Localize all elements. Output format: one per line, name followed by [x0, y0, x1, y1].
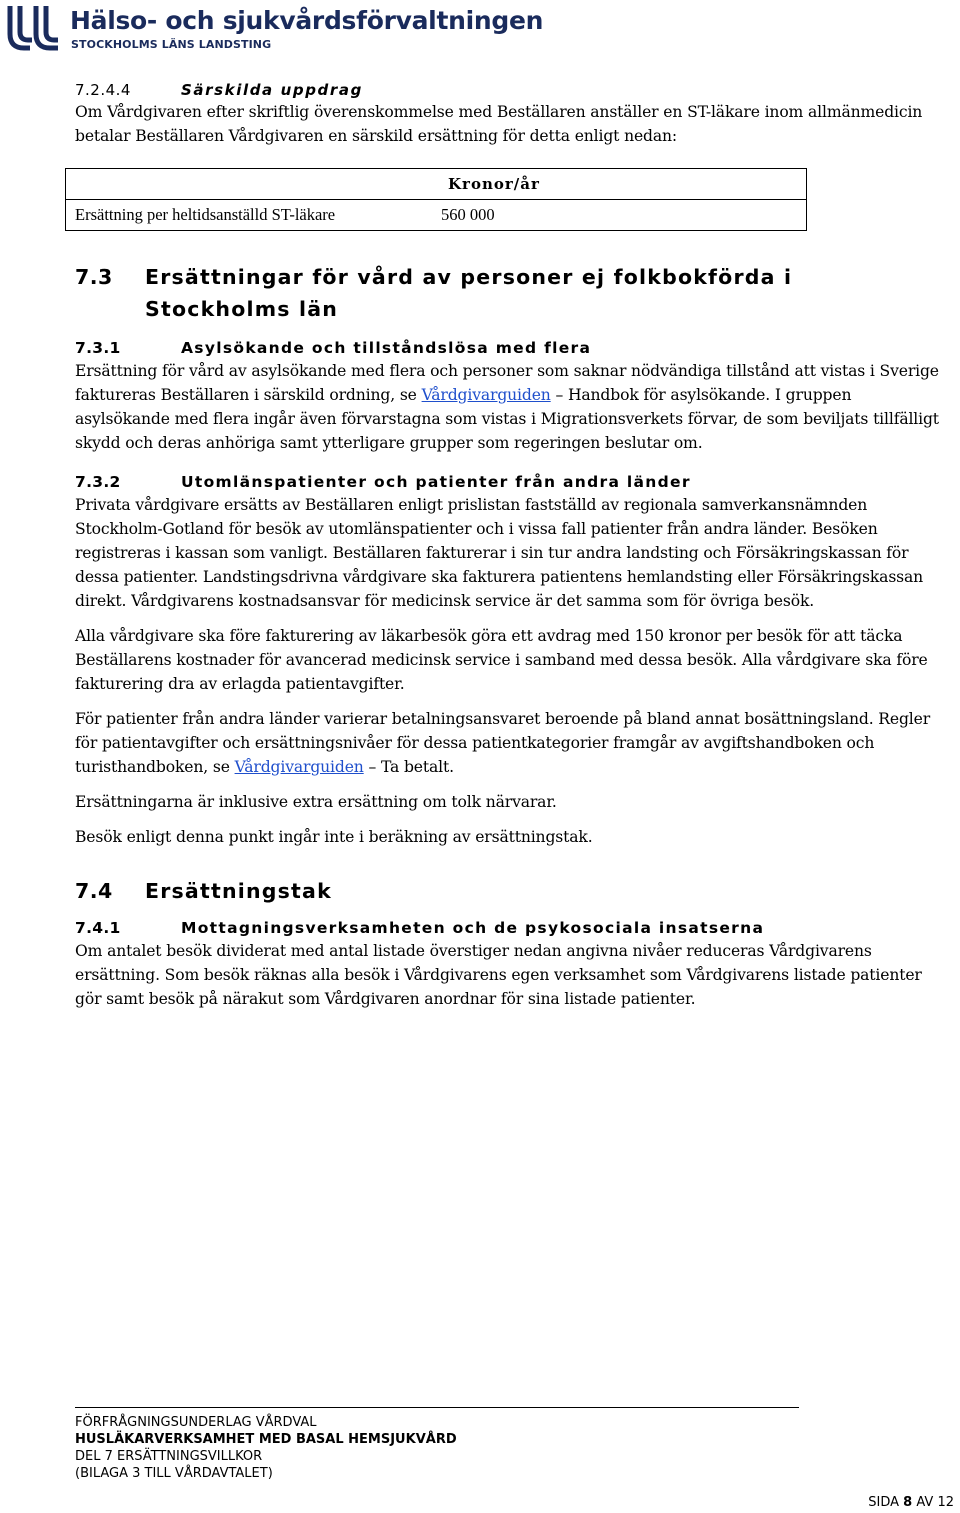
section-title: Ersättningstak — [145, 879, 332, 903]
vardgivarguiden-link[interactable]: Vårdgivarguiden — [421, 386, 551, 404]
section-731-heading — [75, 337, 945, 359]
footer-divider — [75, 1407, 799, 1408]
section-732-p4: Ersättningarna är inklusive extra ersättning om tolk närvarar. — [75, 793, 557, 811]
page-number — [868, 1495, 954, 1510]
section-number: 7.2.4.4 — [75, 81, 131, 99]
section-number: 7.3 — [75, 265, 113, 289]
section-title-line1: Ersättningar för vård av personer ej folkbokförda i — [145, 265, 793, 289]
section-741-heading — [75, 917, 945, 939]
body-text: I gruppen asylsökande med flera ingår även förvarstagna som vistas i Migrationsverkets förvar, de som beviljats tillfälligt skydd och deras anhöriga samt ytterligare grupper som regeringen beslutar om. — [75, 386, 939, 452]
section-731-body — [75, 359, 945, 455]
table-header-row — [66, 169, 807, 200]
section-number: 7.4.1 — [75, 919, 121, 937]
section-732-p1: Privata vårdgivare ersätts av Beställaren enligt prislistan fastställd av regionala samverkansnämnden Stockholm-Gotland för besök av utomlänspatienter och i vissa fall patienter från andra länder. Besöken registreras i kassan som vanligt. Beställaren fakturerar i sin tur andra landsting och Försäkringskassan för dessa patienter. Landstingsdrivna vårdgivare ska fakturera patientens hemlandsting eller Försäkringskassan direkt. Vårdgivarens kostnadsansvar för medicinsk service är det samma som för övriga besök. — [75, 496, 924, 610]
section-number: 7.4 — [75, 879, 113, 903]
org-name: Hälso- och sjukvårdsförvaltningen — [70, 6, 544, 35]
section-732-heading — [75, 471, 945, 493]
sll-logo-icon — [6, 4, 62, 52]
body-text: – Ta betalt. — [363, 758, 454, 776]
page-total: 12 — [937, 1495, 954, 1510]
vardgivarguiden-link[interactable]: Vårdgivarguiden — [234, 758, 364, 776]
body-text: För patienter från andra länder varierar betalningsansvaret beroende på bland annat bosättningsland. Regler för patientavgifter och ersättningsnivåer för dessa patientkategorier framgår av avgiftshandboken och turisthandboken, se — [75, 710, 931, 776]
footer-line1: FÖRFRÅGNINGSUNDERLAG VÅRDVAL — [75, 1415, 317, 1430]
footer-line4: (BILAGA 3 TILL VÅRDAVTALET) — [75, 1466, 273, 1481]
page-label: SIDA — [868, 1495, 904, 1510]
section-title-line2: Stockholms län — [145, 297, 339, 321]
section-title: Asylsökande och tillståndslösa med flera — [181, 339, 592, 357]
table-header-empty — [66, 169, 440, 200]
footer-line3: DEL 7 ERSÄTTNINGSVILLKOR — [75, 1449, 263, 1464]
page-current: 8 — [903, 1495, 913, 1510]
org-subtitle: STOCKHOLMS LÄNS LANDSTING — [71, 38, 272, 51]
section-7244-body: Om Vårdgivaren efter skriftlig överenskommelse med Beställaren anställer en ST-läkare inom allmänmedicin betalar Beställaren Vårdgivaren en särskild ersättning för detta enligt nedan: — [75, 103, 923, 145]
section-number: 7.3.2 — [75, 473, 121, 491]
table-row — [66, 200, 807, 231]
fee-table — [65, 168, 807, 231]
table-row-cell — [66, 200, 807, 231]
body-text: Ersättning för vård av asylsökande med flera och personer som saknar nödvändiga tillstånd att vistas i Sverige faktureras Beställaren i särskild ordning, se — [75, 362, 939, 404]
section-732-p2: Alla vårdgivare ska före fakturering av läkarbesök göra ett avdrag med 150 kronor per besök för att täcka Beställarens kostnader för avancerad medicinsk service i samband med dessa besök. Alla vårdgivare ska före fakturering dra av erlagda patientavgifter. — [75, 627, 928, 693]
section-732-p5: Besök enligt denna punkt ingår inte i beräkning av ersättningstak. — [75, 828, 593, 846]
body-text: – Handbok för asylsökande. — [550, 386, 771, 404]
section-73-heading — [75, 261, 945, 325]
page-footer — [75, 1407, 955, 1482]
section-74-heading — [75, 875, 945, 907]
section-7244-heading — [75, 80, 945, 100]
page-label-mid: AV — [912, 1495, 938, 1510]
section-741-body: Om antalet besök dividerat med antal listade överstiger nedan angivna nivåer reduceras Vårdgivarens ersättning. Som besök räknas alla besök i Vårdgivarens egen verksamhet som Vårdgivarens listade patienter gör samt besök på närakut som Vårdgivaren anordnar för sina listade patienter. — [75, 942, 922, 1008]
table-col-header: Kronor/år — [439, 169, 807, 200]
table-row-value: 560 000 — [441, 205, 495, 224]
document-body — [75, 80, 945, 1011]
section-title: Särskilda uppdrag — [181, 81, 363, 99]
section-title: Mottagningsverksamheten och de psykosociala insatserna — [181, 919, 765, 937]
section-title: Utomlänspatienter och patienter från andra länder — [181, 473, 691, 491]
header-logo — [6, 4, 566, 54]
footer-line2: HUSLÄKARVERKSAMHET MED BASAL HEMSJUKVÅRD — [75, 1432, 457, 1447]
table-row-label: Ersättning per heltidsanställd ST-läkare — [75, 205, 336, 224]
section-732-p3 — [75, 707, 945, 779]
section-number: 7.3.1 — [75, 339, 121, 357]
